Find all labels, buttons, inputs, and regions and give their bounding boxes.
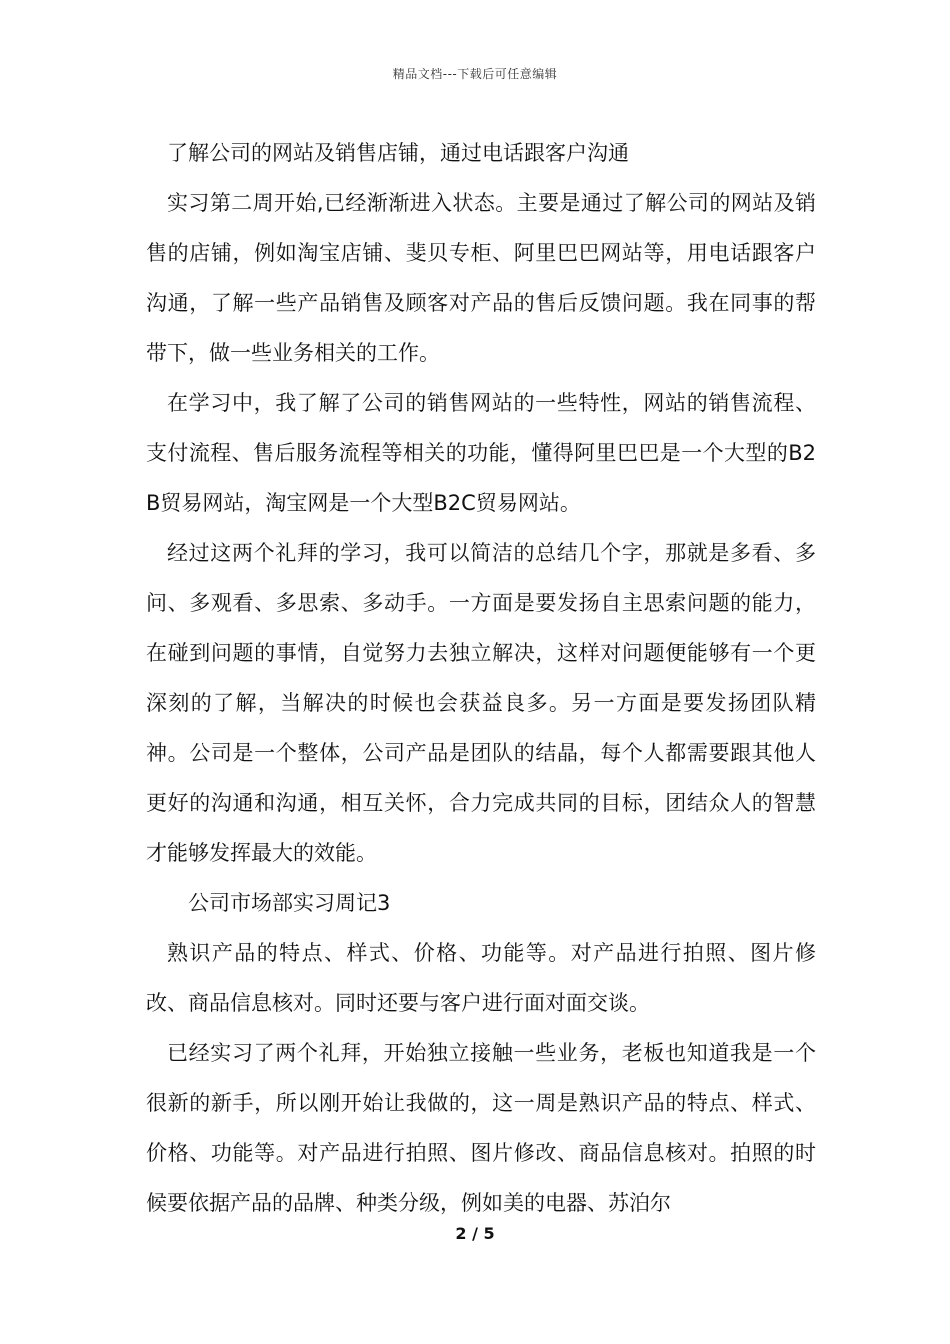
body-paragraph: 熟识产品的特点、样式、价格、功能等。对产品进行拍照、图片修改、商品信息核对。同时还要与客户进行面对面交谈。 <box>146 941 816 1015</box>
body-paragraph: 了解公司的网站及销售店铺，通过电话跟客户沟通 <box>167 141 629 165</box>
body-paragraph: 在学习中，我了解了公司的销售网站的一些特性，网站的销售流程、支付流程、售后服务流程等相关的功能，懂得阿里巴巴是一个大型的B2B贸易网站，淘宝网是一个大型B2C贸易网站。 <box>146 391 816 515</box>
body-paragraph: 已经实习了两个礼拜，开始独立接触一些业务，老板也知道我是一个很新的新手，所以刚开始让我做的，这一周是熟识产品的特点、样式、价格、功能等。对产品进行拍照、图片修改、商品信息核对。拍照的时候要依据产品的品牌、种类分级，例如美的电器、苏泊尔 <box>146 1041 816 1215</box>
section-title: 公司市场部实习周记3 <box>188 891 391 915</box>
page-header: 精品文档---下载后可任意编辑 <box>392 67 558 81</box>
page-number: 2 / 5 <box>455 1224 495 1243</box>
document-body <box>146 128 816 1228</box>
body-paragraph: 经过这两个礼拜的学习，我可以简洁的总结几个字，那就是多看、多问、多观看、多思索、多动手。一方面是要发扬自主思索问题的能力，在碰到问题的事情，自觉努力去独立解决，这样对问题便能够有一个更深刻的了解，当解决的时候也会获益良多。另一方面是要发扬团队精神。公司是一个整体，公司产品是团队的结晶，每个人都需要跟其他人更好的沟通和沟通，相互关怀，合力完成共同的目标，团结众人的智慧才能够发挥最大的效能。 <box>146 541 816 865</box>
body-paragraph: 实习第二周开始,已经渐渐进入状态。主要是通过了解公司的网站及销售的店铺，例如淘宝店铺、斐贝专柜、阿里巴巴网站等，用电话跟客户沟通，了解一些产品销售及顾客对产品的售后反馈问题。我在同事的帮带下，做一些业务相关的工作。 <box>146 191 816 365</box>
